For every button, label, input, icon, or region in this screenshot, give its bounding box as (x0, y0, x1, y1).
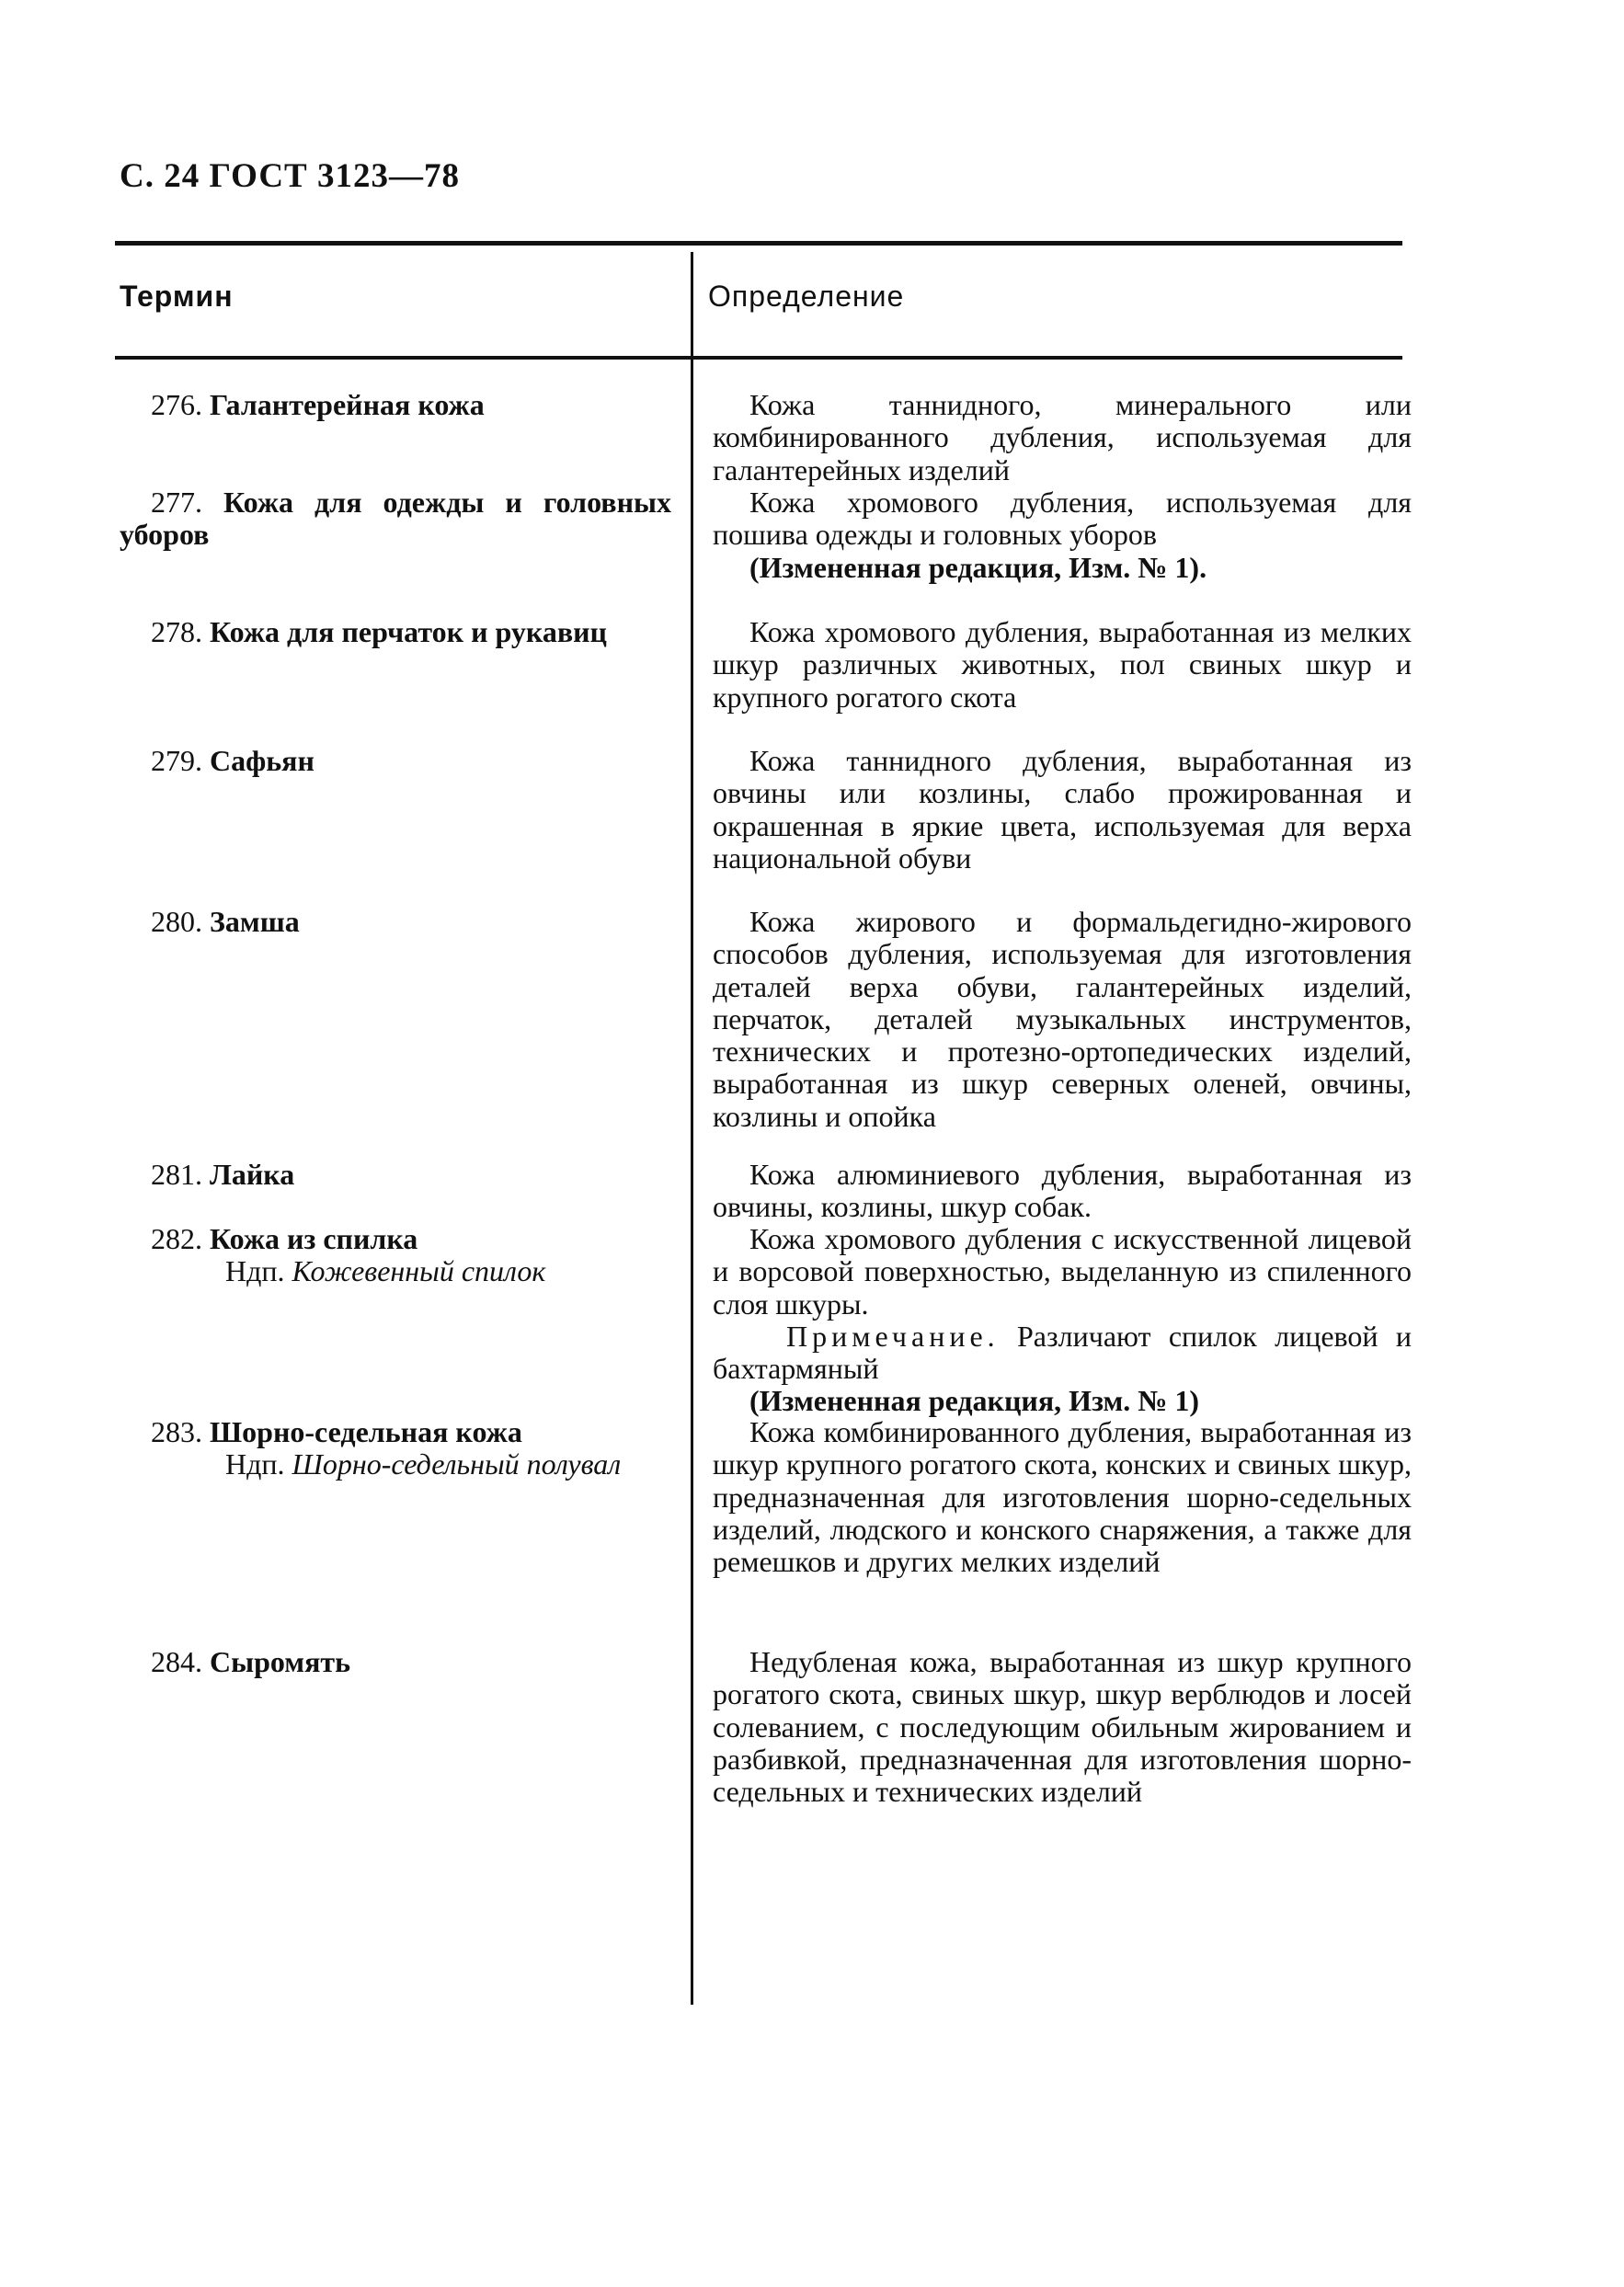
column-header-definition: Определение (708, 280, 905, 313)
definition-text: Кожа хромового дубления с искусственной лицевой и ворсовой поверхностью, выделанную из спиленного слоя шкуры. (713, 1222, 1412, 1321)
term-284 (120, 1646, 671, 1678)
term-277 (120, 486, 671, 551)
term-text: Кожа из спилка (210, 1222, 418, 1255)
term-number: 281. (151, 1158, 202, 1191)
term-283 (120, 1416, 671, 1448)
edition-note: (Измененная редакция, Изм. № 1). (749, 550, 1207, 584)
column-header-term: Термин (120, 280, 234, 313)
edition-note: (Измененная редакция, Изм. № 1) (749, 1384, 1200, 1418)
definition-276 (713, 389, 1412, 486)
term-number: 276. (151, 388, 202, 421)
term-number: 280. (151, 905, 202, 938)
term-text: Кожа для одежды и головных уборов (120, 486, 671, 551)
table-top-rule (115, 241, 1402, 246)
column-divider (691, 252, 693, 2005)
term-276 (120, 389, 671, 421)
term-text: Галантерейная кожа (210, 388, 485, 421)
term-number: 282. (151, 1222, 202, 1255)
definition-text: Кожа жирового и формальдегидно-жирового способов дубления, используемая для изготовления деталей верха обуви, галантерейных изделий, перчаток, деталей музыкальных инструментов, технических и протезно-ортопедических изделий, выработанная из шкур северных оленей, овчины, козлины и опойка (713, 905, 1412, 1133)
definition-279 (713, 745, 1412, 875)
definition-278 (713, 616, 1412, 714)
term-280 (120, 906, 671, 938)
term-text: Замша (210, 905, 300, 938)
note (713, 1321, 1412, 1386)
ndp-term: Кожевенный спилок (292, 1254, 546, 1287)
note-text: Различают спилок лицевой и бахтармяный (713, 1319, 1412, 1386)
definition-277 (713, 486, 1412, 584)
term-281 (120, 1159, 671, 1191)
definition-284 (713, 1646, 1412, 1808)
term-text: Шорно-седельная кожа (210, 1415, 522, 1448)
definition-282 (713, 1223, 1412, 1418)
definition-281 (713, 1159, 1412, 1224)
definition-280 (713, 906, 1412, 1133)
term-number: 284. (151, 1645, 202, 1678)
term-number: 278. (151, 615, 202, 648)
term-number: 283. (151, 1415, 202, 1448)
term-number: 277. (151, 486, 202, 519)
ndp-prefix: Ндп. (225, 1447, 285, 1481)
term-278 (120, 616, 671, 648)
definition-text: Недубленая кожа, выработанная из шкур крупного рогатого скота, свиных шкур, шкур верблюдов и лосей солеванием, с последующим обильным жированием и разбивкой, предназначенная для изготовления шорно-седельных и технических изделий (713, 1645, 1412, 1809)
definition-text: Кожа комбинированного дубления, выработанная из шкур крупного рогатого скота, конских и свиных шкур, предназначенная для изготовления шорно-седельных изделий, людского и конского снаряжения, а также для ремешков и других мелких изделий (713, 1415, 1412, 1579)
term-number: 279. (151, 744, 202, 777)
term-279 (120, 745, 671, 777)
page-header: С. 24 ГОСТ 3123—78 (120, 157, 460, 195)
definition-text: Кожа таннидного дубления, выработанная из овчины или козлины, слабо прожированная и окрашенная в яркие цвета, используемая для верха национальной обуви (713, 744, 1412, 875)
definition-text: Кожа алюминиевого дубления, выработанная из овчины, козлины, шкур собак. (713, 1158, 1412, 1224)
definition-283 (713, 1416, 1412, 1578)
table-header-rule (115, 356, 1402, 360)
term-text: Сафьян (210, 744, 315, 777)
definition-text: Кожа хромового дубления, выработанная из мелких шкур различных животных, пол свиных шкур и крупного рогатого скота (713, 615, 1412, 714)
ndp-282 (225, 1255, 667, 1287)
ndp-term: Шорно-седельный полувал (292, 1447, 622, 1481)
definition-text: Кожа хромового дубления, используемая для пошива одежды и головных уборов (713, 486, 1412, 552)
term-text: Кожа для перчаток и рукавиц (210, 615, 607, 648)
ndp-283 (225, 1448, 667, 1481)
note-label: Примечание. (786, 1319, 1000, 1353)
definition-text: Кожа таннидного, минерального или комбинированного дубления, используемая для галантерейных изделий (713, 388, 1412, 486)
term-282 (120, 1223, 671, 1255)
term-text: Сыромять (210, 1645, 351, 1678)
ndp-prefix: Ндп. (225, 1254, 285, 1287)
term-text: Лайка (210, 1158, 295, 1191)
